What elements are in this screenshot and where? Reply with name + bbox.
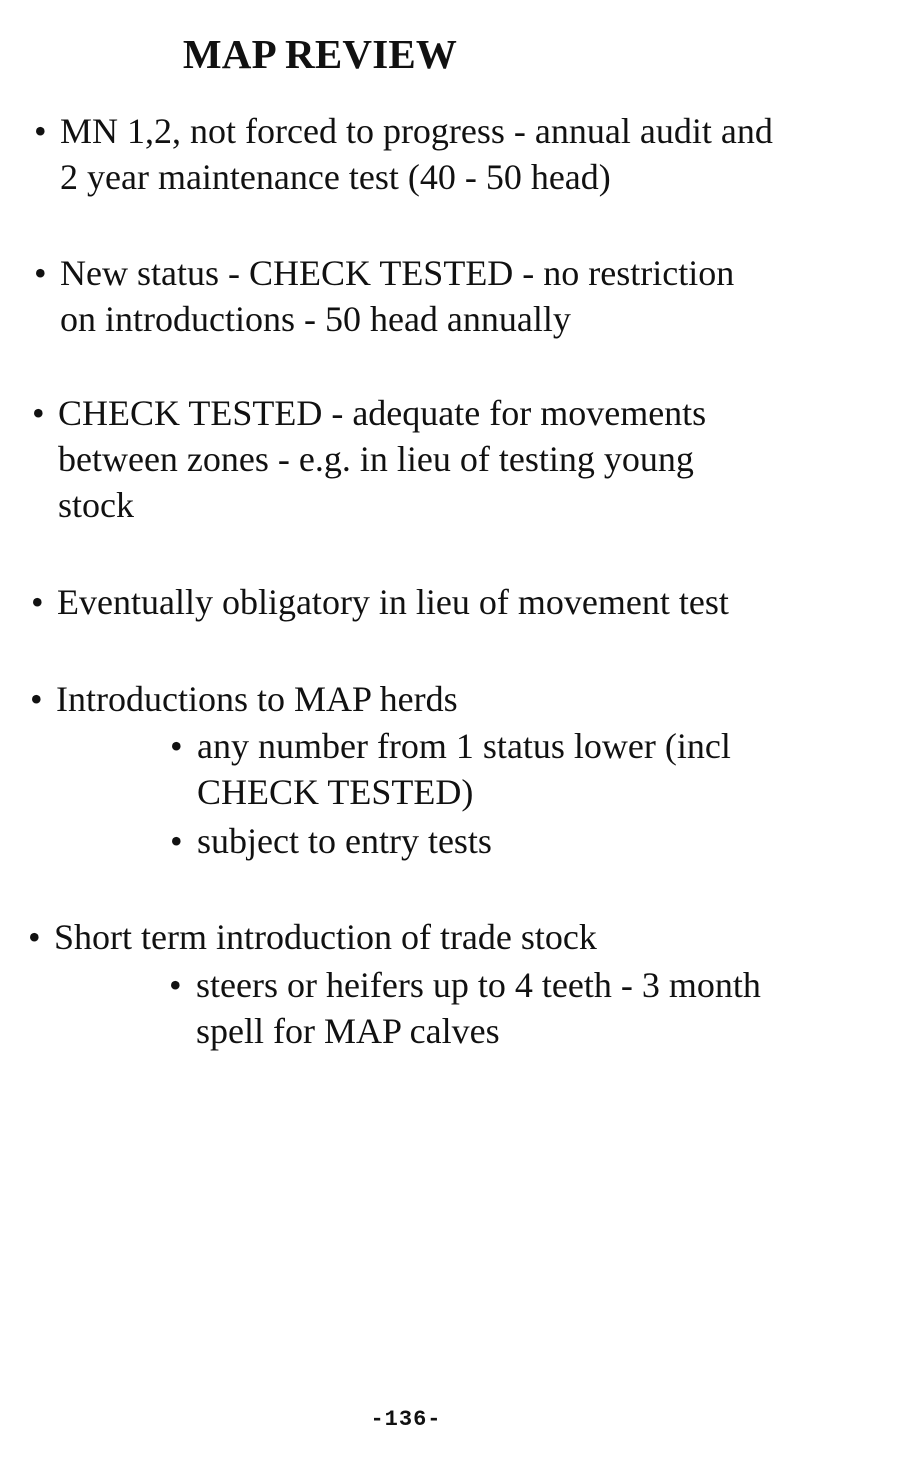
sub-bullet-line: steers or heifers up to 4 teeth - 3 month bbox=[196, 965, 761, 1005]
bullet-icon: • bbox=[170, 821, 183, 861]
bullet-icon: • bbox=[170, 726, 183, 766]
bullet-line: Eventually obligatory in lieu of movement test bbox=[57, 582, 729, 622]
bullet-item bbox=[30, 676, 458, 722]
bullet-icon: • bbox=[32, 393, 45, 433]
sub-bullet-line: spell for MAP calves bbox=[196, 1011, 500, 1051]
bullet-item bbox=[34, 250, 735, 342]
bullet-line: stock bbox=[58, 485, 134, 525]
bullet-line: Short term introduction of trade stock bbox=[54, 917, 597, 957]
sub-bullet-item bbox=[169, 962, 761, 1054]
bullet-line: MN 1,2, not forced to progress - annual audit and bbox=[60, 111, 773, 151]
sub-bullet-line: subject to entry tests bbox=[197, 821, 492, 861]
bullet-line: New status - CHECK TESTED - no restriction bbox=[60, 253, 735, 293]
bullet-line: Introductions to MAP herds bbox=[56, 679, 458, 719]
sub-bullet-line: any number from 1 status lower (incl bbox=[197, 726, 731, 766]
bullet-item bbox=[34, 108, 773, 200]
bullet-line: on introductions - 50 head annually bbox=[60, 299, 571, 339]
bullet-line: CHECK TESTED - adequate for movements bbox=[58, 393, 707, 433]
sub-bullet-item bbox=[170, 723, 731, 815]
page-title: MAP REVIEW bbox=[182, 31, 458, 77]
bullet-icon: • bbox=[31, 582, 44, 622]
bullet-icon: • bbox=[34, 253, 47, 293]
sub-bullet-item bbox=[170, 818, 492, 864]
bullet-icon: • bbox=[30, 679, 43, 719]
page-number: -136- bbox=[370, 1407, 442, 1432]
bullet-line: between zones - e.g. in lieu of testing young bbox=[58, 439, 694, 479]
bullet-item bbox=[32, 390, 707, 528]
bullet-icon: • bbox=[34, 111, 47, 151]
bullet-line: 2 year maintenance test (40 - 50 head) bbox=[60, 157, 611, 197]
bullet-icon: • bbox=[169, 965, 182, 1005]
sub-bullet-line: CHECK TESTED) bbox=[197, 772, 474, 812]
bullet-item bbox=[31, 579, 729, 625]
bullet-item bbox=[28, 914, 597, 960]
bullet-icon: • bbox=[28, 917, 41, 957]
